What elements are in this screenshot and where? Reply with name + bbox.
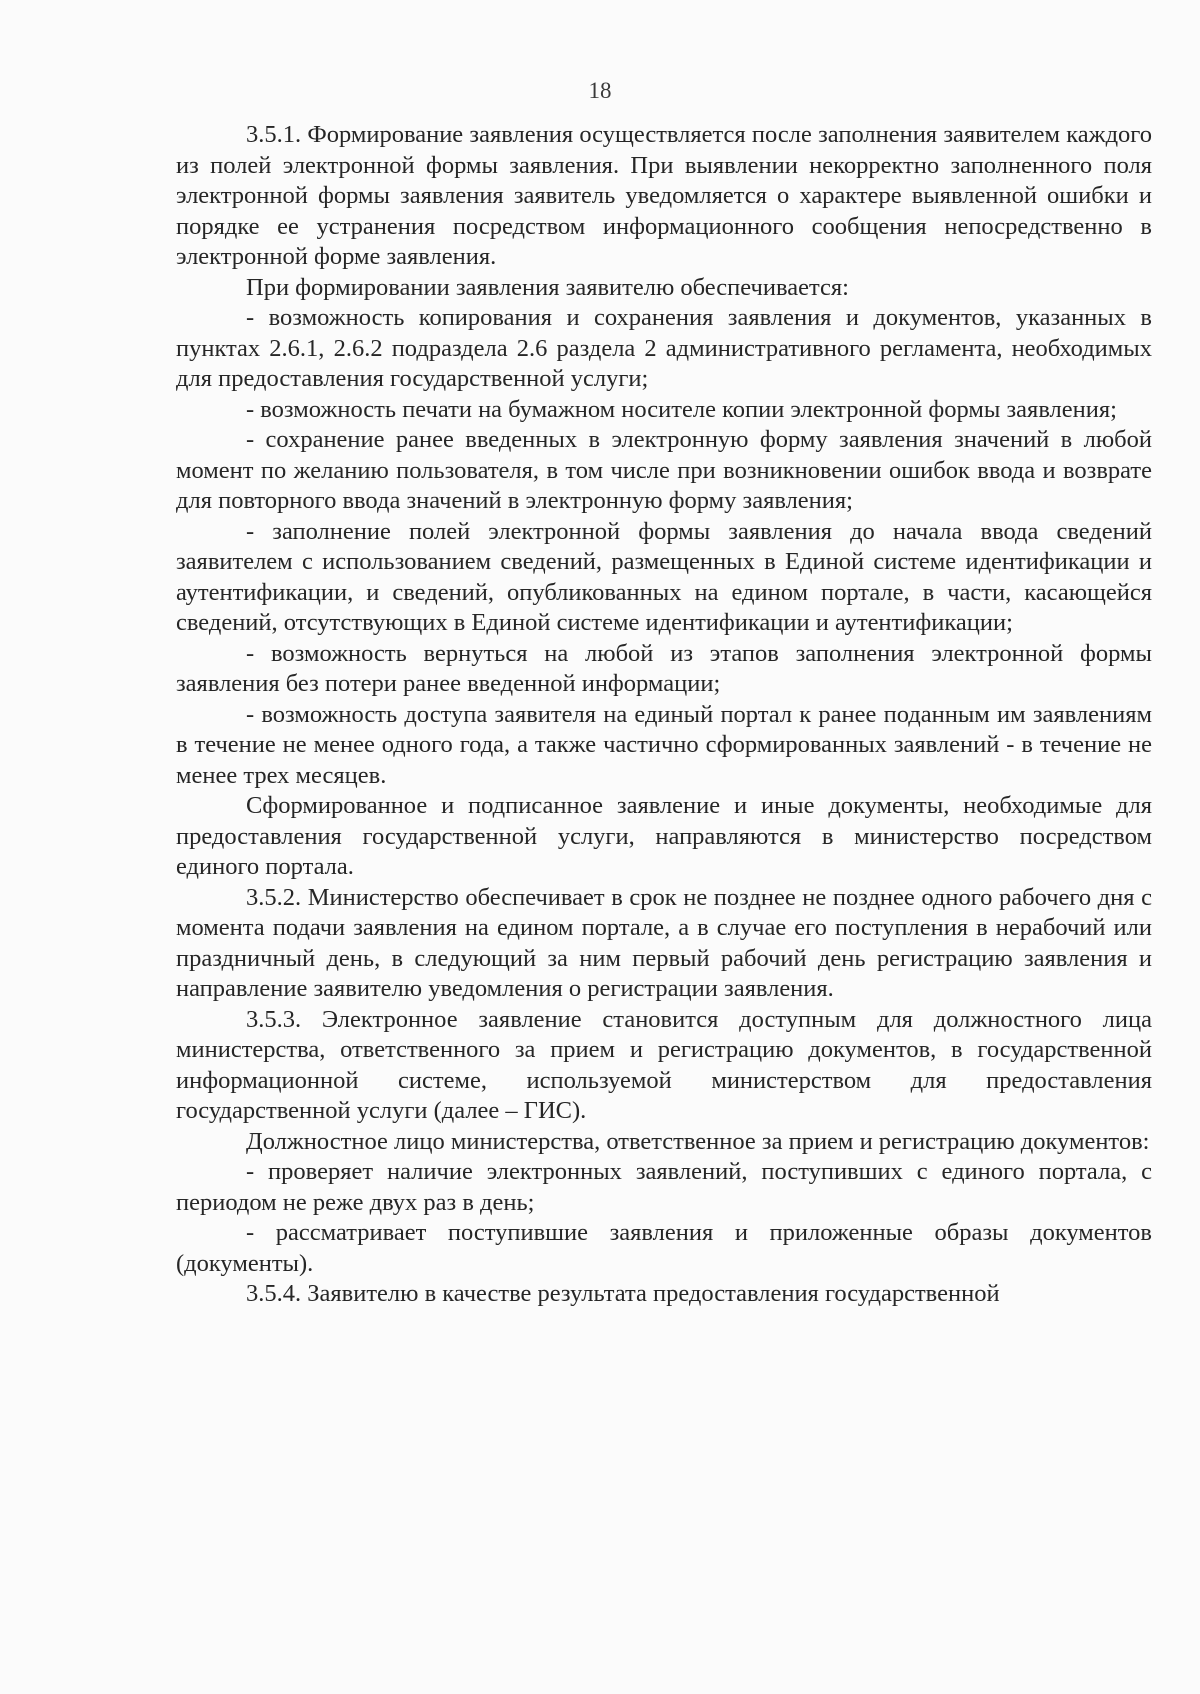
list-item-access: - возможность доступа заявителя на единый портал к ранее поданным им заявлениям в течение не менее одного года, а также частично сформированных заявлений - в течение не менее трех месяцев.: [176, 700, 1152, 789]
list-item-review: - рассматривает поступившие заявления и приложенные образы документов (документы).: [176, 1219, 1152, 1277]
list-item-prefill: - заполнение полей электронной формы заявления до начала ввода сведений заявителем с использованием сведений, размещенных в Единой системе идентификации и аутентификации, и сведений, опубликованных на едином портале, в части, касающейся сведений, отсутствующих в Единой системе идентификации и аутентификации;: [176, 517, 1152, 636]
list-item-save-values: - сохранение ранее введенных в электронную форму заявления значений в любой момент по желанию пользователя, в том числе при возникновении ошибок ввода и возврате для повторного ввода значений в электронную форму заявления;: [176, 426, 1152, 514]
paragraph-submission: Сформированное и подписанное заявление и иные документы, необходимые для предоставления государственной услуги, направляются в министерство посредством единого портала.: [176, 792, 1152, 880]
paragraph-provisions-intro: При формировании заявления заявителю обеспечивается:: [246, 273, 849, 301]
list-item-check: - проверяет наличие электронных заявлений, поступивших с единого портала, с периодом не реже двух раз в день;: [176, 1158, 1152, 1216]
paragraph-3-5-4: 3.5.4. Заявителю в качестве результата предоставления государственной: [246, 1280, 1000, 1307]
paragraph-3-5-2: 3.5.2. Министерство обеспечивает в срок не позднее не позднее одного рабочего дня с момента подачи заявления на едином портале, а в случае его поступления в нерабочий или праздничный день, в следующий за ним первый рабочий день регистрацию заявления и направление заявителю уведомления о регистрации заявления.: [176, 883, 1152, 1002]
paragraph-3-5-1: 3.5.1. Формирование заявления осуществляется после заполнения заявителем каждого из полей электронной формы заявления. При выявлении некорректно заполненного поля электронной формы заявления заявитель уведомляется о характере выявленной ошибки и порядке ее устранения посредством информационного сообщения непосредственно в электронной форме заявления.: [176, 121, 1152, 270]
document-body: [176, 120, 1152, 1310]
list-item-print: - возможность печати на бумажном носителе копии электронной формы заявления;: [246, 395, 1117, 423]
list-item-copy-save: - возможность копирования и сохранения заявления и документов, указанных в пунктах 2.6.1, 2.6.2 подраздела 2.6 раздела 2 административного регламента, необходимых для предоставления государственной услуги;: [176, 304, 1152, 392]
paragraph-official: Должностное лицо министерства, ответственное за прием и регистрацию документов:: [246, 1127, 1150, 1155]
page-number: 18: [588, 78, 612, 103]
list-item-return-step: - возможность вернуться на любой из этапов заполнения электронной формы заявления без потери ранее введенной информации;: [176, 639, 1152, 697]
paragraph-3-5-3: 3.5.3. Электронное заявление становится доступным для должностного лица министерства, ответственного за прием и регистрацию документов, в государственной информационной системе, используемой министерством для предоставления государственной услуги (далее – ГИС).: [176, 1005, 1152, 1124]
